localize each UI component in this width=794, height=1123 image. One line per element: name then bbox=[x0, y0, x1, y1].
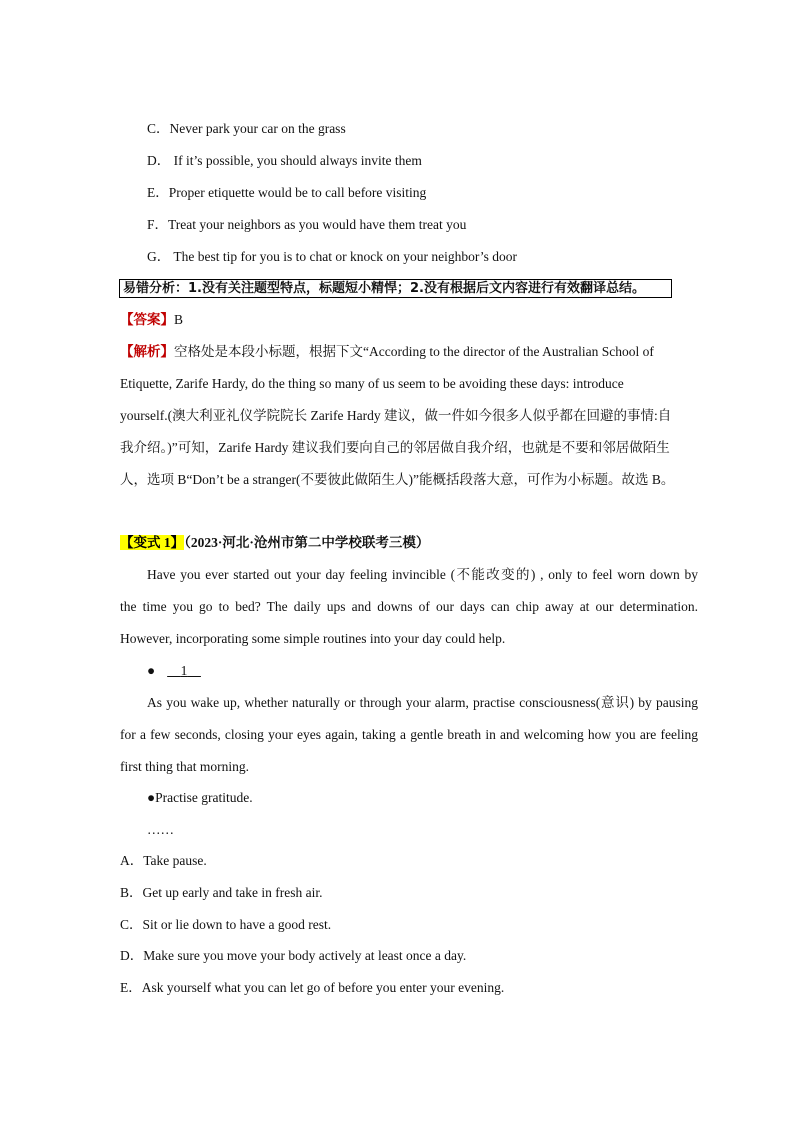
variant-label: 【变式 1】 bbox=[120, 535, 185, 550]
analysis-line-2: Etiquette, Zarife Hardy, do the thing so many of us seem to be avoiding these days: introduce bbox=[120, 376, 624, 391]
analysis-line-3: yourself.(澳大利亚礼仪学院院长 Zarife Hardy 建议，做一件如今很多人似乎都在回避的事情:自 bbox=[120, 408, 672, 423]
option-c: C．Never park your car on the grass bbox=[147, 121, 346, 136]
passage-p2-line-3: first thing that morning. bbox=[120, 759, 249, 774]
answer-value: B bbox=[174, 312, 184, 327]
option-b: B．Get up early and take in fresh air. bbox=[120, 885, 323, 900]
option-e: E．Proper etiquette would be to call before visiting bbox=[147, 185, 427, 200]
option-letter: B bbox=[120, 885, 130, 900]
passage-p1-line-3: However, incorporating some simple routines into your day could help. bbox=[120, 631, 506, 646]
option-f: F．Treat your neighbors as you would have them treat you bbox=[147, 217, 467, 232]
option-letter: F bbox=[147, 217, 155, 232]
analysis-line-4: 我介绍。)”可知，Zarife Hardy 建议我们要向自己的邻居做自我介绍，也就是不要和邻居做陌生 bbox=[120, 440, 670, 455]
option-text: If it’s possible, you should always invite them bbox=[170, 153, 422, 168]
blank-1-line bbox=[147, 662, 201, 680]
option-text: Take pause. bbox=[143, 853, 207, 868]
passage-p2-line-2: for a few seconds, closing your eyes again, taking a gentle breath in and welcoming how you are feeling bbox=[120, 727, 698, 742]
analysis-label: 【解析】 bbox=[120, 344, 174, 359]
option-c-bottom: C．Sit or lie down to have a good rest. bbox=[120, 917, 332, 932]
option-letter: E bbox=[120, 980, 129, 995]
option-letter: D bbox=[120, 948, 130, 963]
blank-number: 1 bbox=[180, 663, 188, 678]
option-text: Treat your neighbors as you would have them treat you bbox=[168, 217, 467, 232]
answer-line bbox=[120, 311, 183, 329]
analysis-line-1 bbox=[120, 343, 654, 361]
error-analysis-text: 易错分析：1.没有关注题型特点，标题短小精悍；2.没有根据后文内容进行有效翻译总结。 bbox=[123, 281, 645, 296]
passage-heading-gratitude: ●Practise gratitude. bbox=[147, 790, 253, 805]
option-letter: E bbox=[147, 185, 156, 200]
option-text: Get up early and take in fresh air. bbox=[142, 885, 323, 900]
option-letter: G bbox=[147, 249, 157, 264]
blank-1 bbox=[167, 663, 201, 678]
option-letter: C bbox=[120, 917, 130, 932]
option-text: Ask yourself what you can let go of before you enter your evening. bbox=[141, 980, 505, 995]
passage-p1-line-2: the time you go to bed? The daily ups and downs of our days can chip away at our determination. bbox=[120, 599, 698, 614]
option-text: Proper etiquette would be to call before visiting bbox=[168, 185, 427, 200]
bullet-icon: ● bbox=[147, 663, 156, 678]
option-letter: D bbox=[147, 153, 157, 168]
option-letter: C bbox=[147, 121, 157, 136]
answer-label: 【答案】 bbox=[120, 312, 174, 327]
option-e-bottom: E．Ask yourself what you can let go of before you enter your evening. bbox=[120, 980, 505, 995]
option-g: G． The best tip for you is to chat or knock on your neighbor’s door bbox=[147, 249, 517, 264]
passage-p1-line-1: Have you ever started out your day feeling invincible (不能改变的) , only to feel worn down by bbox=[147, 567, 698, 582]
variant-source: （2023·河北·沧州市第二中学校联考三模） bbox=[184, 535, 430, 550]
option-text: Sit or lie down to have a good rest. bbox=[142, 917, 332, 932]
option-text: The best tip for you is to chat or knock on your neighbor’s door bbox=[170, 249, 517, 264]
passage-p2-line-1: As you wake up, whether naturally or through your alarm, practise consciousness(意识) by pausing bbox=[147, 695, 698, 710]
option-a: A．Take pause. bbox=[120, 853, 207, 868]
option-d: D． If it’s possible, you should always invite them bbox=[147, 153, 422, 168]
analysis-text: 空格处是本段小标题，根据下文“According to the director of the Australian School of bbox=[174, 344, 654, 359]
option-text: Make sure you move your body actively at least once a day. bbox=[143, 948, 467, 963]
analysis-line-5: 人，选项 B“Don’t be a stranger(不要彼此做陌生人)”能概括段落大意，可作为小标题。故选 B。 bbox=[120, 472, 675, 487]
option-d-bottom: D．Make sure you move your body actively at least once a day. bbox=[120, 948, 467, 963]
option-text: Never park your car on the grass bbox=[169, 121, 346, 136]
passage-ellipsis: …… bbox=[147, 822, 174, 837]
variant-heading bbox=[120, 534, 429, 552]
option-letter: A bbox=[120, 853, 130, 868]
